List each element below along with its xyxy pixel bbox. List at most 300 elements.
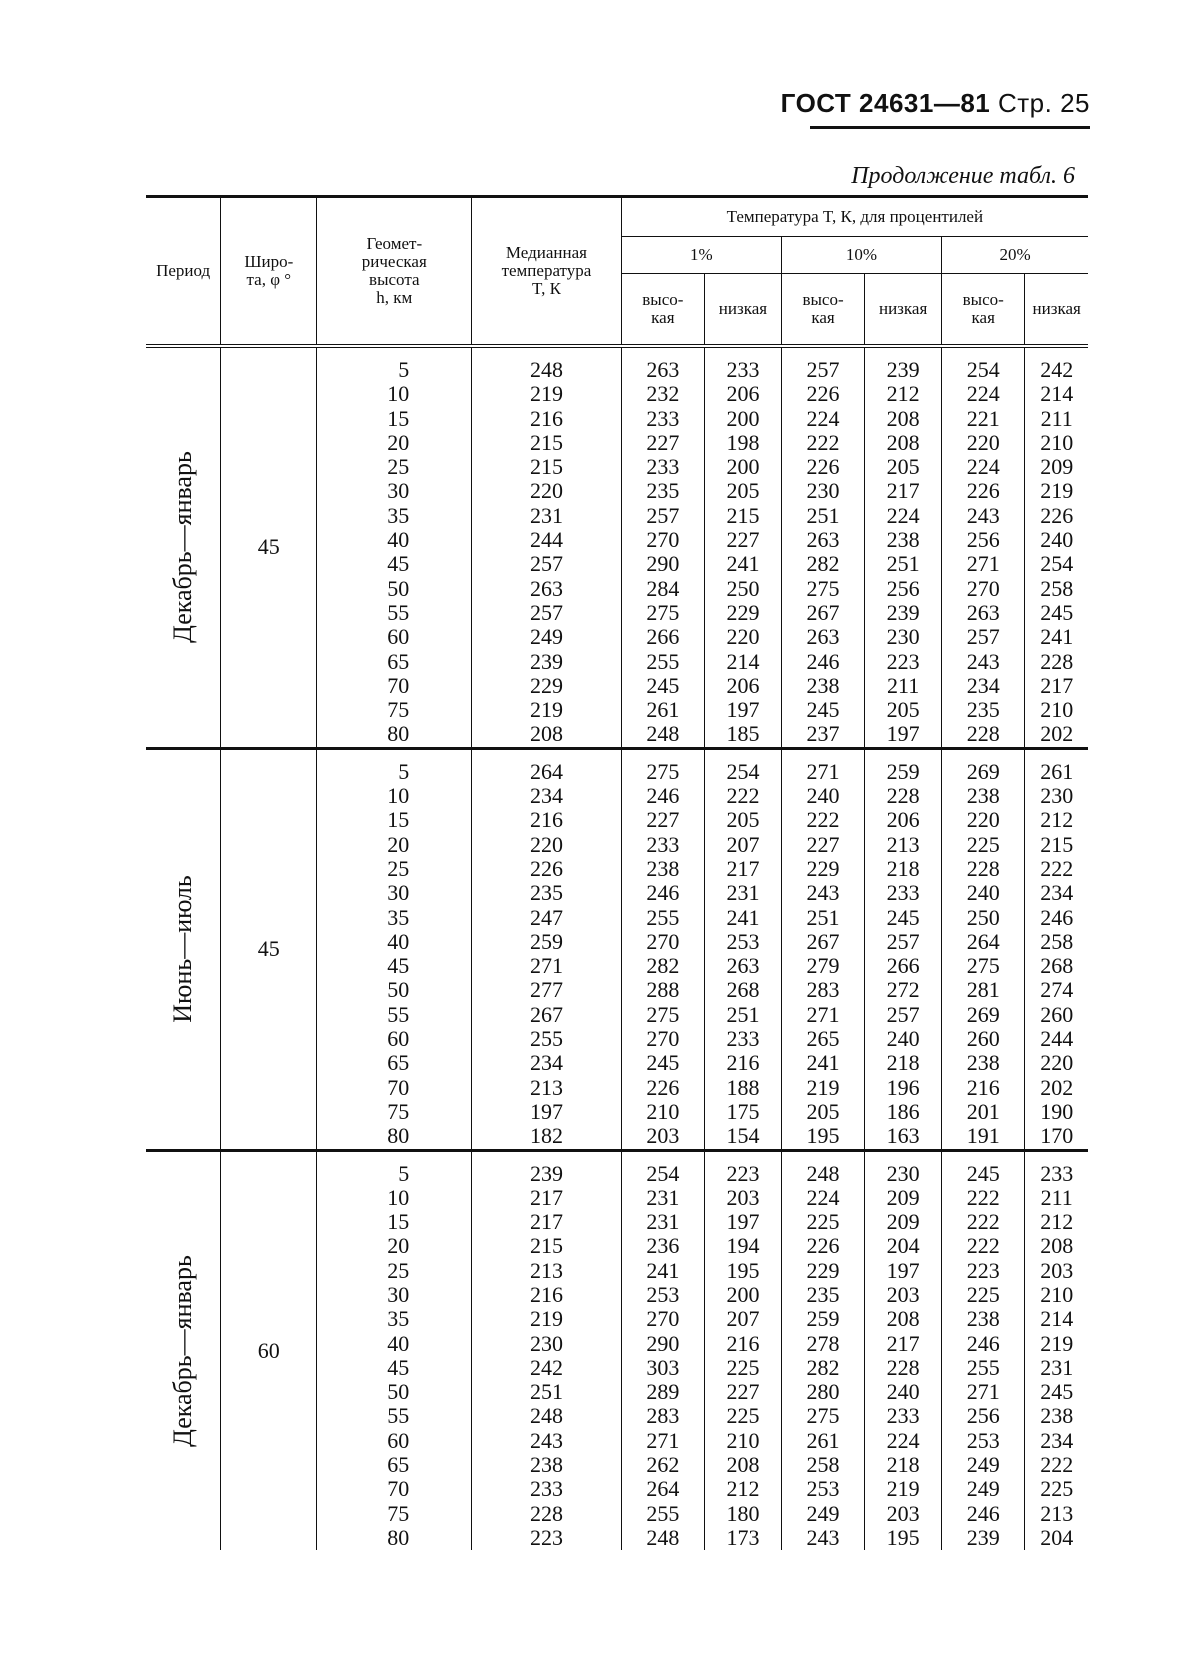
table-cell: 229 [806,1257,840,1283]
table-cell: 231 [726,880,760,906]
table-cell: 271 [529,953,563,979]
table-cell: 238 [966,783,1000,809]
table-header [146,197,1088,347]
table-cell: 80 [387,1524,410,1550]
table-cell: 227 [806,831,840,857]
table-cell: 245 [646,672,680,698]
table-cell: 212 [726,1476,760,1502]
table-cell: 226 [966,478,1000,504]
table-cell: 206 [726,672,760,698]
table-cell: 75 [387,1500,410,1526]
col-p1-low-header: низкая [705,274,782,347]
table-cell: 197 [726,1209,760,1235]
table-cell: 5 [398,1160,410,1186]
table-cell: 250 [726,575,760,601]
table-cell: 235 [806,1281,840,1307]
table-cell: 227 [726,527,760,553]
table-cell: 233 [646,454,680,480]
table-cell: 213 [1040,1500,1074,1526]
table-cell: 35 [387,502,410,528]
table-cell: 195 [806,1123,840,1149]
table-cell: 223 [886,648,920,674]
table-cell: 70 [387,1476,410,1502]
latitude-cell: 45 [221,748,317,1150]
table-cell: 249 [966,1476,1000,1502]
table-cell: 222 [966,1233,1000,1259]
table-cell: 272 [886,977,920,1003]
table-cell: 226 [806,1233,840,1259]
table-cell: 229 [529,672,563,698]
table-cell: 206 [886,807,920,833]
median-column [472,346,622,748]
p1-high-column [621,748,704,1150]
table-cell: 253 [966,1427,1000,1453]
table-cell: 246 [1040,904,1074,930]
table-cell: 214 [1040,381,1074,407]
table-cell: 213 [529,1257,563,1283]
table-cell: 209 [886,1184,920,1210]
table-cell: 215 [529,429,563,455]
table-cell: 10 [387,783,410,809]
table-cell: 223 [529,1524,563,1550]
col-p1-high-header: высо- кая [621,274,704,347]
table-cell: 219 [1040,478,1074,504]
table-cell: 225 [1040,1476,1074,1502]
table-cell: 226 [1040,502,1074,528]
median-column [472,748,622,1150]
table-cell: 211 [1040,1184,1073,1210]
table-cell: 239 [966,1524,1000,1550]
table-cell: 214 [1040,1306,1074,1332]
table-cell: 240 [886,1379,920,1405]
table-cell: 240 [886,1026,920,1052]
table-cell: 229 [806,855,840,881]
table-cell: 249 [529,624,563,650]
table-cell: 211 [1040,405,1073,431]
table-cell: 275 [646,1001,680,1027]
table-cell: 271 [806,758,840,784]
heights-column [317,346,472,748]
table-cell: 245 [646,1050,680,1076]
table-cell: 244 [1040,1026,1074,1052]
table-cell: 238 [886,527,920,553]
table-cell: 210 [1040,1281,1074,1307]
table-cell: 216 [966,1074,1000,1100]
table-cell: 259 [529,928,563,954]
table-cell: 245 [886,904,920,930]
table-group [146,1150,1088,1550]
table-cell: 197 [726,697,760,723]
col-period-header: Период [156,261,211,280]
period-label: Июнь—июль [168,875,198,1023]
col-p20-header: 20% [942,237,1088,274]
table-group [146,748,1088,1150]
table-cell: 207 [726,1306,760,1332]
table-cell: 266 [646,624,680,650]
table-cell: 264 [529,758,563,784]
table-cell: 200 [726,405,760,431]
table-cell: 203 [646,1123,680,1149]
table-cell: 236 [646,1233,680,1259]
table-cell: 225 [726,1354,760,1380]
p20-high-column [942,748,1025,1150]
p10-low-column [865,1150,942,1550]
table-cell: 246 [966,1330,1000,1356]
table-cell: 163 [886,1123,920,1149]
table-cell: 209 [886,1209,920,1235]
table-cell: 281 [966,977,1000,1003]
table-cell: 248 [646,1524,680,1550]
table-cell: 203 [726,1184,760,1210]
table-cell: 224 [886,1427,920,1453]
table-cell: 222 [966,1209,1000,1235]
table-cell: 15 [387,1209,410,1235]
table-cell: 205 [726,807,760,833]
table-cell: 217 [886,1330,920,1356]
table-cell: 215 [726,502,760,528]
table-cell: 219 [886,1476,920,1502]
table-cell: 218 [886,855,920,881]
table-cell: 245 [806,697,840,723]
table-cell: 238 [1040,1403,1074,1429]
table-cell: 201 [966,1098,1000,1124]
table-cell: 214 [726,648,760,674]
table-cell: 257 [529,551,563,577]
table-cell: 257 [966,624,1000,650]
table-cell: 70 [387,1074,410,1100]
table-cell: 257 [646,502,680,528]
table-cell: 50 [387,575,410,601]
table-cell: 248 [529,1403,563,1429]
table-cell: 265 [806,1026,840,1052]
table-row [146,748,1088,1150]
p1-high-column [621,346,704,748]
table-cell: 208 [886,1306,920,1332]
table-cell: 223 [726,1160,760,1186]
table-cell: 219 [529,1306,563,1332]
table-cell: 260 [1040,1001,1074,1027]
table-cell: 270 [646,1306,680,1332]
table-cell: 241 [646,1257,680,1283]
table-cell: 255 [646,648,680,674]
table-cell: 15 [387,807,410,833]
table-cell: 249 [966,1452,1000,1478]
table-cell: 5 [398,758,410,784]
col-p20-low-header: низкая [1025,274,1088,347]
table-cell: 260 [966,1026,1000,1052]
table-cell: 221 [966,405,1000,431]
table-cell: 248 [529,357,563,382]
p10-high-column [781,748,864,1150]
table-cell: 257 [806,357,840,382]
table-cell: 227 [646,807,680,833]
table-cell: 222 [1040,855,1074,881]
p1-low-column [705,748,782,1150]
table-cell: 275 [806,1403,840,1429]
table-cell: 254 [646,1160,680,1186]
table-cell: 45 [387,551,410,577]
table-cell: 253 [646,1281,680,1307]
table-cell: 253 [806,1476,840,1502]
table-cell: 175 [726,1098,760,1124]
table-cell: 207 [726,831,760,857]
table-cell: 55 [387,1001,410,1027]
table-cell: 230 [886,624,920,650]
table-cell: 277 [529,977,563,1003]
table-cell: 75 [387,697,410,723]
table-cell: 254 [966,357,1000,382]
table-cell: 247 [529,904,563,930]
col-percentile-group-header: Температура T, К, для процентилей [621,197,1088,237]
table-cell: 217 [886,478,920,504]
table-cell: 218 [886,1452,920,1478]
table-cell: 240 [1040,527,1074,553]
col-p1-header: 1% [621,237,781,274]
table-cell: 228 [886,1354,920,1380]
table-cell: 40 [387,928,410,954]
p20-high-column [942,346,1025,748]
table-cell: 217 [726,855,760,881]
table-cell: 243 [806,1524,840,1550]
table-cell: 205 [886,454,920,480]
table-cell: 231 [529,502,563,528]
table-cell: 243 [529,1427,563,1453]
table-cell: 173 [726,1524,760,1550]
table-cell: 196 [886,1074,920,1100]
table-cell: 253 [726,928,760,954]
table-cell: 217 [529,1209,563,1235]
table-cell: 220 [966,807,1000,833]
table-cell: 275 [806,575,840,601]
table-cell: 233 [886,880,920,906]
table-cell: 282 [806,551,840,577]
table-cell: 256 [886,575,920,601]
table-cell: 211 [887,672,920,698]
table-cell: 283 [646,1403,680,1429]
table-cell: 222 [726,783,760,809]
table-cell: 246 [646,880,680,906]
table-cell: 217 [1040,672,1074,698]
table-cell: 238 [646,855,680,881]
p10-low-column [865,346,942,748]
table-cell: 202 [1040,721,1074,747]
table-cell: 10 [387,381,410,407]
table-cell: 243 [966,502,1000,528]
table-cell: 233 [529,1476,563,1502]
col-latitude-header: Широ- та, φ ° [221,197,317,347]
table-cell: 257 [886,1001,920,1027]
table-cell: 271 [646,1427,680,1453]
table-cell: 200 [726,454,760,480]
table-cell: 239 [529,648,563,674]
table-cell: 241 [726,904,760,930]
period-cell [146,748,221,1150]
table-cell: 65 [387,1050,410,1076]
table-cell: 180 [726,1500,760,1526]
table-cell: 261 [1040,758,1074,784]
table-cell: 234 [1040,880,1074,906]
table-cell: 225 [966,831,1000,857]
table-cell: 60 [387,1427,410,1453]
table-cell: 275 [966,953,1000,979]
table-cell: 240 [966,880,1000,906]
period-label: Декабрь—январь [168,451,198,644]
table-cell: 234 [529,783,563,809]
table-cell: 182 [529,1123,563,1149]
table-cell: 248 [646,721,680,747]
table-cell: 212 [1040,807,1074,833]
table-cell: 213 [529,1074,563,1100]
table-cell: 205 [886,697,920,723]
table-cell: 261 [646,697,680,723]
table-cell: 197 [886,1257,920,1283]
table-cell: 241 [726,551,760,577]
table-cell: 35 [387,1306,410,1332]
table-cell: 271 [966,1379,1000,1405]
table-cell: 226 [806,381,840,407]
table-cell: 226 [806,454,840,480]
table-cell: 216 [726,1050,760,1076]
table-cell: 251 [886,551,920,577]
table-cell: 240 [806,783,840,809]
table-cell: 256 [966,527,1000,553]
temperature-table [146,195,1088,1550]
table-cell: 233 [726,1026,760,1052]
table-cell: 238 [966,1306,1000,1332]
table-cell: 257 [886,928,920,954]
table-cell: 30 [387,478,410,504]
table-cell: 220 [1040,1050,1074,1076]
table-cell: 205 [726,478,760,504]
table-cell: 40 [387,1330,410,1356]
table-cell: 20 [387,1233,410,1259]
col-height-header: Геомет- рическая высота h, км [317,197,472,347]
table-cell: 243 [806,880,840,906]
table-cell: 215 [529,1233,563,1259]
standard-code: ГОСТ 24631—81 [780,88,991,118]
table-cell: 50 [387,977,410,1003]
table-cell: 282 [806,1354,840,1380]
table-cell: 225 [966,1281,1000,1307]
table-cell: 238 [806,672,840,698]
heights-column [317,748,472,1150]
table-cell: 230 [886,1160,920,1186]
table-cell: 233 [646,831,680,857]
table-cell: 224 [966,454,1000,480]
table-cell: 215 [1040,831,1074,857]
table-cell: 209 [1040,454,1074,480]
table-cell: 195 [886,1524,920,1550]
table-cell: 266 [886,953,920,979]
table-cell: 188 [726,1074,760,1100]
page-header [780,88,1090,128]
table-cell: 204 [886,1233,920,1259]
table-cell: 65 [387,1452,410,1478]
table-cell: 233 [886,1403,920,1429]
table-cell: 219 [806,1074,840,1100]
table-cell: 225 [726,1403,760,1429]
table-cell: 185 [726,721,760,747]
table-cell: 241 [806,1050,840,1076]
table-cell: 30 [387,880,410,906]
table-cell: 258 [1040,575,1074,601]
table-cell: 251 [529,1379,563,1405]
table-cell: 45 [387,953,410,979]
table-cell: 282 [646,953,680,979]
table-cell: 205 [806,1098,840,1124]
table-cell: 238 [966,1050,1000,1076]
table-cell: 239 [886,599,920,625]
table-cell: 208 [886,405,920,431]
table-cell: 233 [646,405,680,431]
table-cell: 258 [806,1452,840,1478]
col-p10-low-header: низкая [865,274,942,347]
table-cell: 208 [1040,1233,1074,1259]
table-cell: 154 [726,1123,760,1149]
table-cell: 218 [886,1050,920,1076]
table-cell: 224 [806,405,840,431]
table-cell: 263 [726,953,760,979]
table-cell: 65 [387,648,410,674]
table-cell: 259 [806,1306,840,1332]
table-cell: 222 [806,429,840,455]
table-cell: 224 [806,1184,840,1210]
table-cell: 269 [966,1001,1000,1027]
table-cell: 231 [1040,1354,1074,1380]
table-cell: 290 [646,551,680,577]
p20-high-column [942,1150,1025,1550]
table-cell: 254 [726,758,760,784]
page-number [781,88,1090,119]
latitude-cell: 60 [221,1150,317,1550]
table-cell: 216 [529,405,563,431]
table-cell: 243 [966,648,1000,674]
latitude-cell: 45 [221,346,317,748]
table-cell: 257 [529,599,563,625]
col-p10-header: 10% [781,237,941,274]
p20-low-column [1025,748,1088,1150]
table-cell: 212 [1040,1209,1074,1235]
table-cell: 278 [806,1330,840,1356]
page-label: Стр. 25 [997,88,1090,118]
table-cell: 255 [646,1500,680,1526]
table-cell: 246 [806,648,840,674]
table-cell: 25 [387,1257,410,1283]
table-cell: 227 [646,429,680,455]
table-cell: 235 [966,697,1000,723]
table-cell: 198 [726,429,760,455]
table-cell: 271 [806,1001,840,1027]
table-cell: 239 [529,1160,563,1186]
table-cell: 246 [966,1500,1000,1526]
table-cell: 268 [726,977,760,1003]
table-cell: 228 [1040,648,1074,674]
table-cell: 255 [529,1026,563,1052]
table-cell: 224 [966,381,1000,407]
table-cell: 60 [387,624,410,650]
median-column [472,1150,622,1550]
table-cell: 226 [646,1074,680,1100]
p10-high-column [781,1150,864,1550]
table-cell: 191 [966,1123,1000,1149]
table-cell: 246 [646,783,680,809]
table-cell: 230 [529,1330,563,1356]
table-cell: 288 [646,977,680,1003]
table-cell: 263 [966,599,1000,625]
table-cell: 269 [966,758,1000,784]
table-cell: 242 [529,1354,563,1380]
table-cell: 197 [886,721,920,747]
